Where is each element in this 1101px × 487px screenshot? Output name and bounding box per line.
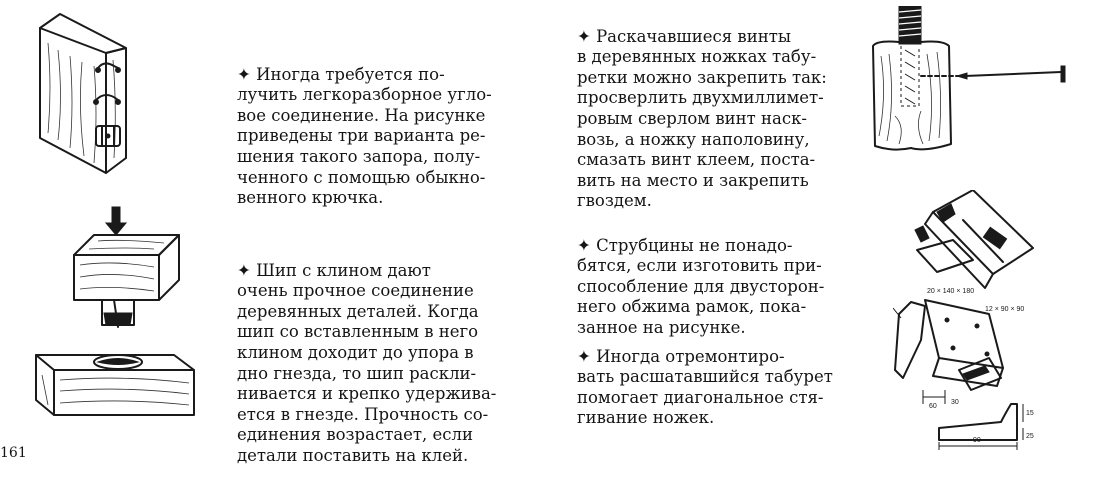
paragraph-stool-repair [577,326,845,450]
paragraph-text: ✦ Струбцины не понадо- бятся, если изготовить при- способление для двусторон- него обжима рамок, пока- занное на рисунке. [577,235,825,337]
dim-label-top: 20 × 140 × 180 [927,288,975,295]
paragraph-corner-joint [237,44,505,229]
corner-hook-joint-illustration [18,8,138,180]
paragraph-wedged-tenon [237,240,505,487]
dim-label-90: 90 [973,437,981,444]
paragraph-text: ✦ Шип с клином дают очень прочное соединение деревянных деталей. Когда шип со вставленным в него клином доходит до упора в дно гнезда, то шип раскли- нивается и крепко удержива- ется в гнезде. Прочность со- единения возрастает, если детали поставить на клей. [237,260,497,465]
frame-clamp-fixture-illustration [893,190,1043,455]
wedged-tenon-illustration [14,205,204,445]
dim-label-30: 30 [951,399,959,406]
page-number: 161 [0,445,27,461]
dim-label-60: 60 [929,403,937,410]
dim-label-side: 12 × 90 × 90 [985,306,1025,313]
paragraph-text: ✦ Раскачавшиеся винты в деревянных ножках табу- ретки можно закрепить так: просверлить двухмиллимет- ровым сверлом винт наск- возь, а ножку наполовину, смазать винт клеем, поста- вить на место и закрепить гвоздем. [577,26,827,211]
dim-label-25: 25 [1026,433,1034,440]
paragraph-text: ✦ Иногда требуется по- лучить легкоразборное угло- вое соединение. На рисунке приведены три варианта ре- шения такого запора, полу- ченного с помощью обыкно- венного крючка. [237,64,492,208]
stool-leg-screw-nail-illustration [865,6,1090,156]
dim-label-15: 15 [1026,410,1034,417]
paragraph-loose-screws [577,6,845,233]
paragraph-text: ✦ Иногда отремонтиро- вать расшатавшийся табурет помогает диагональное стя- гивание ножек. [577,346,833,428]
